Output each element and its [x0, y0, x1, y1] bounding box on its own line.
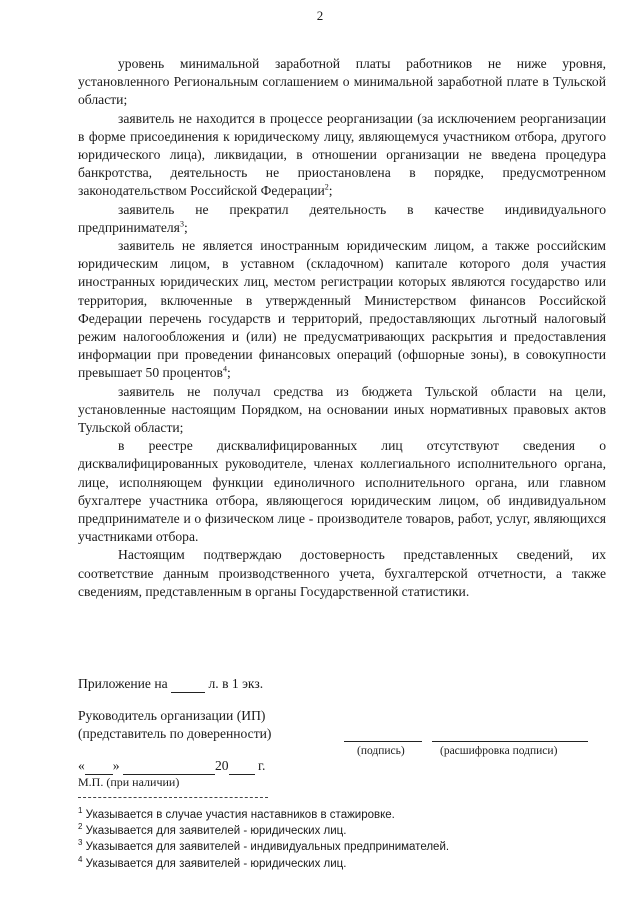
paragraph-disqualified-registry: в реестре дисквалифицированных лиц отсутствуют сведения о дисквалифицированных руководителе, членах коллегиального исполнительного органа, лице, исполняющем функции единоличного исполнительного органа, или главном бухгалтере участника отбора, являющегося юридическим лицом, об индивидуальном предпринимателе и о физическом лице - производителе товаров, работ, услуг, являющихся участниками отбора.: [78, 438, 606, 545]
signature-caption: (подпись): [357, 745, 405, 757]
stamp-note: М.П. (при наличии): [78, 775, 180, 789]
footnote-item: $^1$ Указывается в случае участия наставников в стажировке.: [78, 806, 395, 821]
date-month-field[interactable]: [123, 758, 215, 775]
signature-decode-caption: (расшифровка подписи): [440, 745, 558, 757]
paragraph-foreign-entity: заявитель не является иностранным юридическим лицом, а также российским юридическим лицом, в уставном (складочном) капитале которого доля участия иностранных юридических лиц, местом регистрации которых являются государство или территория, включенные в утвержденный Министерством финансов Российской Федерации перечень государств и территорий, предоставляющих льготный налоговый режим налогообложения и (или) не предусматривающих раскрытия и предоставления информации при проведении финансовых операций (офшорные зоны), в совокупности превышает 50 процентов$^4$;: [78, 238, 606, 381]
paragraph-min-wage: уровень минимальной заработной платы работников не ниже уровня, установленного Региональным соглашением о минимальной заработной плате в Тульской области;: [78, 56, 606, 108]
date-year-field[interactable]: [229, 758, 255, 775]
footnote-ref: 2: [324, 182, 329, 192]
footnote-ref: 4: [222, 364, 227, 374]
footnote-ref: 3: [179, 219, 184, 229]
attachment-pages-field[interactable]: [171, 676, 205, 693]
paragraph-entrepreneur: заявитель не прекратил деятельность в качестве индивидуального предпринимателя$^3$;: [78, 201, 606, 235]
attachment-line: Приложение на л. в 1 экз.: [78, 676, 264, 691]
paragraph-budget-funds: заявитель не получал средства из бюджета Тульской области на цели, установленные настоящим Порядком, на основании иных нормативных правовых актов Тульской области;: [78, 383, 606, 436]
document-body: [78, 55, 606, 601]
footnote-item: $^3$ Указывается для заявителей - индивидуальных предпринимателей.: [78, 838, 450, 854]
footnote-separator: [78, 797, 268, 798]
footnotes: [78, 807, 449, 872]
date-line: « » 20 г.: [78, 758, 266, 773]
signatory-title: Руководитель организации (ИП): [78, 708, 266, 723]
page-number: 2: [316, 8, 324, 23]
date-day-field[interactable]: [85, 758, 113, 775]
footnote-item: $^2$ Указывается для заявителей - юридических лиц.: [78, 822, 347, 838]
paragraph-confirmation: Настоящим подтверждаю достоверность представленных сведений, их соответствие данным производственного учета, бухгалтерской отчетности, а также сведениям, представленным в органы Государственной статистики.: [78, 547, 606, 599]
signature-field[interactable]: [344, 741, 422, 742]
paragraph-reorganization: заявитель не находится в процессе реорганизации (за исключением реорганизации в форме присоединения к юридическому лицу, являющемуся участником отбора, другого юридического лица), ликвидации, в отношении организации не введена процедура банкротства, деятельность не приостановлена в порядке, предусмотренном законодательством Российской Федерации$^2$;: [78, 110, 606, 199]
signature-decode-field[interactable]: [432, 741, 588, 742]
signatory-representative: (представитель по доверенности): [78, 726, 272, 741]
footnote-item: $^4$ Указывается для заявителей - юридических лиц.: [78, 854, 347, 870]
